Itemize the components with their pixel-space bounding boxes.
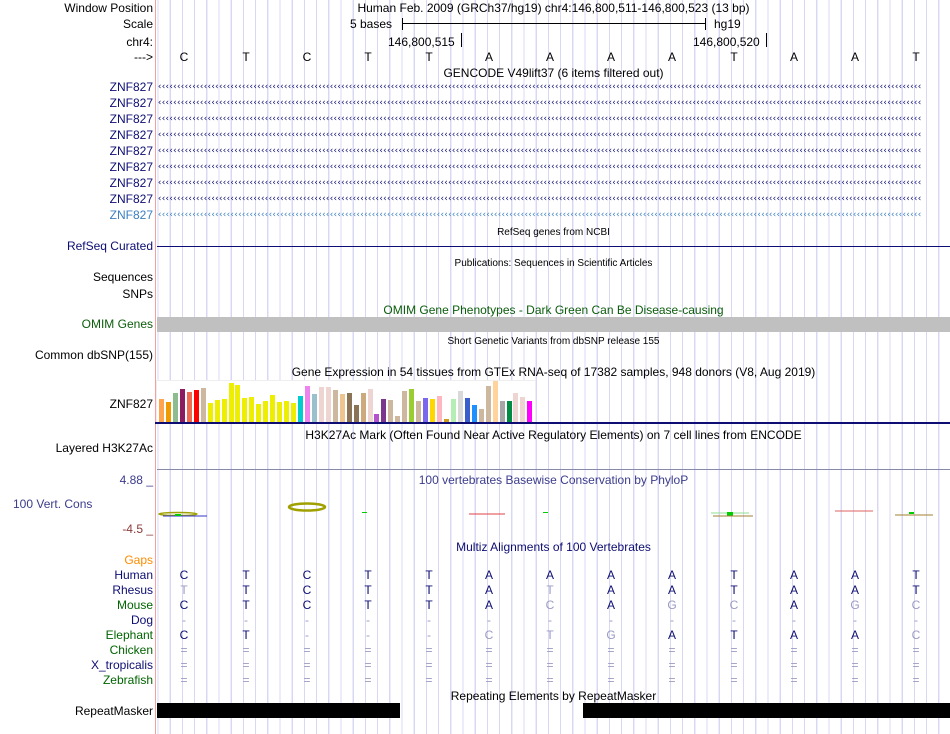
gtex-tissue-bar[interactable]: [520, 397, 525, 422]
gtex-tissue-bar[interactable]: [312, 394, 317, 422]
aligned-base: =: [851, 658, 859, 672]
aligned-base: T: [180, 583, 188, 597]
aligned-base: A: [667, 568, 676, 582]
phylop-mark: [289, 504, 325, 511]
strand-label: --->: [134, 50, 153, 64]
aligned-base: =: [730, 643, 738, 657]
gtex-tissue-bar[interactable]: [166, 402, 171, 422]
aligned-base: T: [364, 598, 372, 612]
gtex-tissue-bar[interactable]: [374, 414, 379, 422]
aligned-base: A: [484, 568, 493, 582]
base-letter: A: [667, 50, 676, 64]
snps-track-label[interactable]: SNPs: [122, 287, 153, 301]
base-letter: T: [730, 50, 738, 64]
phylop-mark: [175, 514, 181, 516]
h3k27ac-track-label[interactable]: Layered H3K27Ac: [55, 441, 153, 455]
gtex-tissue-bar[interactable]: [465, 398, 470, 422]
gtex-tissue-bar[interactable]: [180, 389, 185, 422]
gtex-tissue-bar[interactable]: [402, 391, 407, 422]
aligned-base: =: [607, 643, 615, 657]
aligned-base: C: [911, 628, 921, 642]
gtex-tissue-bar[interactable]: [194, 390, 199, 422]
gtex-tissue-bar[interactable]: [388, 400, 393, 422]
aligned-base: -: [305, 613, 309, 627]
aligned-base: A: [789, 628, 798, 642]
gtex-tissue-bar[interactable]: [222, 399, 227, 422]
gtex-tissue-bar[interactable]: [486, 386, 491, 422]
aligned-base: A: [545, 568, 554, 582]
aligned-base: -: [609, 613, 613, 627]
publications-track-title[interactable]: Publications: Sequences in Scientific Articles: [454, 258, 653, 269]
aligned-base: =: [485, 673, 493, 687]
aligned-base: A: [789, 583, 798, 597]
species-label[interactable]: Rhesus: [112, 583, 153, 597]
base-letter: T: [425, 50, 433, 64]
aligned-base: =: [790, 643, 798, 657]
aligned-base: T: [546, 583, 554, 597]
aligned-base: -: [366, 628, 370, 642]
gtex-tissue-bar[interactable]: [437, 396, 442, 422]
aligned-base: =: [607, 658, 615, 672]
phylop-track-title[interactable]: 100 vertebrates Basewise Conservation by PhyloP: [418, 473, 689, 487]
gtex-tissue-bar[interactable]: [527, 401, 532, 422]
gene-transcript[interactable]: ‹‹‹‹‹‹‹‹‹‹‹‹‹‹‹‹‹‹‹‹‹‹‹‹‹‹‹‹‹‹‹‹‹‹‹‹‹‹‹‹‹‹‹‹‹‹‹‹‹‹‹‹‹‹‹‹‹‹‹‹‹‹‹‹‹‹‹‹‹‹‹‹‹‹‹‹‹‹‹‹‹‹‹‹‹‹‹‹‹‹‹‹‹‹‹‹‹‹‹‹‹‹‹‹‹‹‹‹‹‹‹‹‹‹‹‹‹‹‹‹‹‹‹‹‹‹‹‹‹‹‹‹‹‹‹‹‹‹‹‹‹‹‹‹‹‹‹‹‹‹‹‹‹‹‹‹‹‹‹‹‹‹‹‹‹‹‹‹‹‹‹‹‹‹‹‹‹‹‹‹‹‹‹‹‹‹‹‹‹‹‹‹‹‹‹‹‹‹‹‹: [157, 163, 921, 172]
aligned-base: =: [912, 658, 920, 672]
aligned-base: -: [548, 613, 552, 627]
aligned-base: =: [851, 643, 859, 657]
gtex-tissue-bar[interactable]: [513, 393, 518, 422]
species-label[interactable]: Human: [114, 568, 153, 582]
gencode-track-title[interactable]: GENCODE V49lift37 (6 items filtered out): [443, 66, 664, 80]
base-letter: A: [606, 50, 615, 64]
gtex-tissue-bar[interactable]: [256, 404, 261, 422]
aligned-base: C: [302, 568, 312, 582]
omim-track-title[interactable]: OMIM Gene Phenotypes - Dark Green Can Be Disease-causing: [383, 303, 724, 317]
aligned-base: =: [303, 658, 311, 672]
aligned-base: C: [179, 598, 189, 612]
gene-label[interactable]: ZNF827: [109, 112, 153, 126]
aligned-base: =: [546, 643, 554, 657]
base-letter: A: [850, 50, 859, 64]
aligned-base: =: [303, 643, 311, 657]
aligned-base: T: [912, 583, 920, 597]
aligned-base: C: [911, 598, 921, 612]
aligned-base: =: [546, 658, 554, 672]
aligned-base: T: [730, 568, 738, 582]
species-label[interactable]: Elephant: [105, 628, 153, 642]
aligned-base: C: [729, 598, 739, 612]
aligned-base: =: [180, 658, 188, 672]
aligned-base: A: [667, 628, 676, 642]
scale-bar-left-tick: [402, 18, 403, 30]
gene-transcript[interactable]: ‹‹‹‹‹‹‹‹‹‹‹‹‹‹‹‹‹‹‹‹‹‹‹‹‹‹‹‹‹‹‹‹‹‹‹‹‹‹‹‹‹‹‹‹‹‹‹‹‹‹‹‹‹‹‹‹‹‹‹‹‹‹‹‹‹‹‹‹‹‹‹‹‹‹‹‹‹‹‹‹‹‹‹‹‹‹‹‹‹‹‹‹‹‹‹‹‹‹‹‹‹‹‹‹‹‹‹‹‹‹‹‹‹‹‹‹‹‹‹‹‹‹‹‹‹‹‹‹‹‹‹‹‹‹‹‹‹‹‹‹‹‹‹‹‹‹‹‹‹‹‹‹‹‹‹‹‹‹‹‹‹‹‹‹‹‹‹‹‹‹‹‹‹‹‹‹‹‹‹‹‹‹‹‹‹‹‹‹‹‹‹‹‹‹‹‹‹‹‹‹: [157, 99, 921, 108]
gtex-baseline: [155, 422, 950, 424]
aligned-base: C: [484, 628, 494, 642]
base-letter: T: [242, 50, 250, 64]
base-letter: T: [912, 50, 920, 64]
aligned-base: =: [730, 673, 738, 687]
aligned-base: A: [606, 568, 615, 582]
aligned-base: =: [364, 658, 372, 672]
aligned-base: T: [425, 598, 433, 612]
gtex-tissue-bar[interactable]: [319, 387, 324, 422]
gtex-tissue-bar[interactable]: [263, 401, 268, 422]
gene-label[interactable]: ZNF827: [109, 208, 153, 222]
gaps-label: Gaps: [124, 553, 153, 567]
gene-label[interactable]: ZNF827: [109, 80, 153, 94]
aligned-base: T: [242, 628, 250, 642]
gtex-tissue-bar[interactable]: [333, 390, 338, 422]
dbsnp-track-label[interactable]: Common dbSNP(155): [34, 348, 153, 362]
aligned-base: T: [730, 628, 738, 642]
scale-db: hg19: [714, 17, 741, 31]
gtex-tissue-bar[interactable]: [347, 393, 352, 422]
aligned-base: A: [606, 598, 615, 612]
aligned-base: =: [851, 673, 859, 687]
gtex-tissue-bar[interactable]: [416, 401, 421, 422]
repeat-element-bar[interactable]: [583, 703, 950, 718]
aligned-base: A: [484, 583, 493, 597]
gtex-tissue-bar[interactable]: [215, 400, 220, 422]
gene-transcript[interactable]: ‹‹‹‹‹‹‹‹‹‹‹‹‹‹‹‹‹‹‹‹‹‹‹‹‹‹‹‹‹‹‹‹‹‹‹‹‹‹‹‹‹‹‹‹‹‹‹‹‹‹‹‹‹‹‹‹‹‹‹‹‹‹‹‹‹‹‹‹‹‹‹‹‹‹‹‹‹‹‹‹‹‹‹‹‹‹‹‹‹‹‹‹‹‹‹‹‹‹‹‹‹‹‹‹‹‹‹‹‹‹‹‹‹‹‹‹‹‹‹‹‹‹‹‹‹‹‹‹‹‹‹‹‹‹‹‹‹‹‹‹‹‹‹‹‹‹‹‹‹‹‹‹‹‹‹‹‹‹‹‹‹‹‹‹‹‹‹‹‹‹‹‹‹‹‹‹‹‹‹‹‹‹‹‹‹‹‹‹‹‹‹‹‹‹‹‹‹‹‹‹: [157, 195, 921, 204]
aligned-base: A: [606, 583, 615, 597]
aligned-base: -: [732, 613, 736, 627]
gene-transcript[interactable]: ‹‹‹‹‹‹‹‹‹‹‹‹‹‹‹‹‹‹‹‹‹‹‹‹‹‹‹‹‹‹‹‹‹‹‹‹‹‹‹‹‹‹‹‹‹‹‹‹‹‹‹‹‹‹‹‹‹‹‹‹‹‹‹‹‹‹‹‹‹‹‹‹‹‹‹‹‹‹‹‹‹‹‹‹‹‹‹‹‹‹‹‹‹‹‹‹‹‹‹‹‹‹‹‹‹‹‹‹‹‹‹‹‹‹‹‹‹‹‹‹‹‹‹‹‹‹‹‹‹‹‹‹‹‹‹‹‹‹‹‹‹‹‹‹‹‹‹‹‹‹‹‹‹‹‹‹‹‹‹‹‹‹‹‹‹‹‹‹‹‹‹‹‹‹‹‹‹‹‹‹‹‹‹‹‹‹‹‹‹‹‹‹‹‹‹‹‹‹‹‹: [157, 211, 921, 220]
aligned-base: -: [853, 613, 857, 627]
gtex-tissue-bar[interactable]: [305, 386, 310, 422]
aligned-base: =: [912, 673, 920, 687]
aligned-base: -: [182, 613, 186, 627]
gtex-tissue-bar[interactable]: [458, 391, 463, 422]
aligned-base: A: [789, 598, 798, 612]
gtex-tissue-bar[interactable]: [291, 403, 296, 422]
chrom-label: chr4:: [126, 35, 153, 49]
position-title: Human Feb. 2009 (GRCh37/hg19) chr4:146,800,511-146,800,523 (13 bp): [357, 1, 750, 15]
base-letter: C: [179, 50, 189, 64]
gtex-tissue-bar[interactable]: [430, 399, 435, 422]
repeat-element-bar[interactable]: [157, 703, 400, 718]
ruler-tick: [461, 33, 462, 47]
sequences-track-label[interactable]: Sequences: [92, 270, 153, 284]
aligned-base: -: [305, 628, 309, 642]
aligned-base: T: [425, 568, 433, 582]
aligned-base: A: [667, 583, 676, 597]
aligned-base: =: [180, 643, 188, 657]
aligned-base: =: [242, 643, 250, 657]
gtex-tissue-bar[interactable]: [326, 387, 331, 422]
gtex-tissue-bar[interactable]: [423, 398, 428, 422]
aligned-base: =: [364, 673, 372, 687]
gene-label[interactable]: ZNF827: [109, 96, 153, 110]
phylop-mark: [543, 512, 548, 513]
gtex-bar-chart[interactable]: [156, 380, 536, 423]
species-label[interactable]: Zebrafish: [102, 673, 153, 687]
gtex-tissue-bar[interactable]: [368, 389, 373, 422]
gtex-tissue-bar[interactable]: [208, 403, 213, 422]
gtex-tissue-bar[interactable]: [242, 398, 247, 422]
omim-gene-bar[interactable]: [157, 317, 950, 332]
gene-transcript[interactable]: ‹‹‹‹‹‹‹‹‹‹‹‹‹‹‹‹‹‹‹‹‹‹‹‹‹‹‹‹‹‹‹‹‹‹‹‹‹‹‹‹‹‹‹‹‹‹‹‹‹‹‹‹‹‹‹‹‹‹‹‹‹‹‹‹‹‹‹‹‹‹‹‹‹‹‹‹‹‹‹‹‹‹‹‹‹‹‹‹‹‹‹‹‹‹‹‹‹‹‹‹‹‹‹‹‹‹‹‹‹‹‹‹‹‹‹‹‹‹‹‹‹‹‹‹‹‹‹‹‹‹‹‹‹‹‹‹‹‹‹‹‹‹‹‹‹‹‹‹‹‹‹‹‹‹‹‹‹‹‹‹‹‹‹‹‹‹‹‹‹‹‹‹‹‹‹‹‹‹‹‹‹‹‹‹‹‹‹‹‹‹‹‹‹‹‹‹‹‹‹‹: [157, 83, 921, 92]
aligned-base: C: [545, 598, 555, 612]
gtex-tissue-bar[interactable]: [187, 392, 192, 422]
aligned-base: T: [242, 568, 250, 582]
aligned-base: A: [850, 568, 859, 582]
aligned-base: =: [668, 658, 676, 672]
gene-transcript[interactable]: ‹‹‹‹‹‹‹‹‹‹‹‹‹‹‹‹‹‹‹‹‹‹‹‹‹‹‹‹‹‹‹‹‹‹‹‹‹‹‹‹‹‹‹‹‹‹‹‹‹‹‹‹‹‹‹‹‹‹‹‹‹‹‹‹‹‹‹‹‹‹‹‹‹‹‹‹‹‹‹‹‹‹‹‹‹‹‹‹‹‹‹‹‹‹‹‹‹‹‹‹‹‹‹‹‹‹‹‹‹‹‹‹‹‹‹‹‹‹‹‹‹‹‹‹‹‹‹‹‹‹‹‹‹‹‹‹‹‹‹‹‹‹‹‹‹‹‹‹‹‹‹‹‹‹‹‹‹‹‹‹‹‹‹‹‹‹‹‹‹‹‹‹‹‹‹‹‹‹‹‹‹‹‹‹‹‹‹‹‹‹‹‹‹‹‹‹‹‹‹‹: [157, 179, 921, 188]
aligned-base: =: [912, 643, 920, 657]
dbsnp-track-title[interactable]: Short Genetic Variants from dbSNP release 155: [447, 336, 660, 347]
aligned-base: -: [244, 613, 248, 627]
aligned-base: -: [487, 613, 491, 627]
gene-label[interactable]: ZNF827: [109, 192, 153, 206]
phylop-track-label[interactable]: 100 Vert. Cons: [13, 497, 93, 511]
gtex-tissue-bar[interactable]: [235, 385, 240, 422]
base-letter: T: [364, 50, 372, 64]
aligned-base: G: [667, 598, 677, 612]
gtex-tissue-bar[interactable]: [340, 394, 345, 422]
gtex-tissue-bar[interactable]: [409, 389, 414, 422]
aligned-base: =: [668, 673, 676, 687]
omim-track-label[interactable]: OMIM Genes: [81, 317, 153, 331]
gtex-tissue-bar[interactable]: [500, 401, 505, 422]
gtex-gene-label[interactable]: ZNF827: [109, 397, 153, 411]
h3k27ac-baseline: [157, 469, 950, 470]
aligned-base: T: [912, 568, 920, 582]
gene-label[interactable]: ZNF827: [109, 160, 153, 174]
aligned-base: -: [792, 613, 796, 627]
aligned-base: -: [427, 628, 431, 642]
aligned-base: C: [179, 628, 189, 642]
aligned-base: A: [850, 583, 859, 597]
gene-label[interactable]: ZNF827: [109, 128, 153, 142]
window-position-label: Window Position: [64, 1, 153, 15]
aligned-base: =: [790, 673, 798, 687]
gtex-tissue-bar[interactable]: [451, 399, 456, 422]
scale-bar: [402, 23, 706, 24]
refseq-gene-line[interactable]: [157, 246, 950, 247]
ruler-tick-label: 146,800,515: [388, 35, 455, 49]
aligned-base: =: [425, 673, 433, 687]
gtex-tissue-bar[interactable]: [381, 399, 386, 422]
aligned-base: =: [303, 673, 311, 687]
aligned-base: -: [427, 613, 431, 627]
refseq-track-label[interactable]: RefSeq Curated: [66, 239, 153, 253]
gene-transcript[interactable]: ‹‹‹‹‹‹‹‹‹‹‹‹‹‹‹‹‹‹‹‹‹‹‹‹‹‹‹‹‹‹‹‹‹‹‹‹‹‹‹‹‹‹‹‹‹‹‹‹‹‹‹‹‹‹‹‹‹‹‹‹‹‹‹‹‹‹‹‹‹‹‹‹‹‹‹‹‹‹‹‹‹‹‹‹‹‹‹‹‹‹‹‹‹‹‹‹‹‹‹‹‹‹‹‹‹‹‹‹‹‹‹‹‹‹‹‹‹‹‹‹‹‹‹‹‹‹‹‹‹‹‹‹‹‹‹‹‹‹‹‹‹‹‹‹‹‹‹‹‹‹‹‹‹‹‹‹‹‹‹‹‹‹‹‹‹‹‹‹‹‹‹‹‹‹‹‹‹‹‹‹‹‹‹‹‹‹‹‹‹‹‹‹‹‹‹‹‹‹‹‹: [157, 115, 921, 124]
phylop-mark: [727, 512, 733, 516]
aligned-base: T: [242, 583, 250, 597]
aligned-base: T: [364, 583, 372, 597]
gtex-tissue-bar[interactable]: [229, 383, 234, 422]
gtex-tissue-bar[interactable]: [507, 401, 512, 422]
base-letter: A: [484, 50, 493, 64]
aligned-base: -: [366, 613, 370, 627]
species-label[interactable]: Chicken: [109, 643, 153, 657]
aligned-base: G: [850, 598, 860, 612]
aligned-base: =: [607, 673, 615, 687]
aligned-base: =: [242, 673, 250, 687]
gtex-tissue-bar[interactable]: [361, 393, 366, 422]
species-label[interactable]: Dog: [130, 613, 153, 627]
aligned-base: =: [364, 643, 372, 657]
gtex-tissue-bar[interactable]: [479, 409, 484, 422]
aligned-base: =: [546, 673, 554, 687]
phylop-mark: [909, 512, 914, 514]
aligned-base: =: [668, 643, 676, 657]
gtex-track-title[interactable]: Gene Expression in 54 tissues from GTEx RNA-seq of 17382 samples, 948 donors (V8, Aug 2019): [291, 365, 816, 379]
species-label[interactable]: X_tropicalis: [90, 658, 153, 672]
aligned-base: A: [850, 628, 859, 642]
aligned-base: C: [302, 598, 312, 612]
aligned-base: C: [179, 568, 189, 582]
phylop-min-label: -4.5 _: [122, 522, 153, 536]
ruler-tick-label: 146,800,520: [693, 35, 760, 49]
aligned-base: A: [789, 568, 798, 582]
aligned-base: T: [546, 628, 554, 642]
repeatmasker-track-title[interactable]: Repeating Elements by RepeatMasker: [450, 689, 657, 703]
aligned-base: =: [790, 658, 798, 672]
species-label[interactable]: Mouse: [116, 598, 153, 612]
scale-text: 5 bases: [350, 17, 393, 31]
ruler-tick: [766, 33, 767, 47]
aligned-base: -: [914, 613, 918, 627]
gtex-tissue-bar[interactable]: [277, 402, 282, 422]
phylop-plot[interactable]: [157, 495, 950, 525]
gtex-tissue-bar[interactable]: [298, 396, 303, 422]
h3k27ac-track-title[interactable]: H3K27Ac Mark (Often Found Near Active Regulatory Elements) on 7 cell lines from ENCODE: [305, 428, 802, 442]
gene-label[interactable]: ZNF827: [109, 176, 153, 190]
aligned-base: T: [425, 583, 433, 597]
gene-transcript[interactable]: ‹‹‹‹‹‹‹‹‹‹‹‹‹‹‹‹‹‹‹‹‹‹‹‹‹‹‹‹‹‹‹‹‹‹‹‹‹‹‹‹‹‹‹‹‹‹‹‹‹‹‹‹‹‹‹‹‹‹‹‹‹‹‹‹‹‹‹‹‹‹‹‹‹‹‹‹‹‹‹‹‹‹‹‹‹‹‹‹‹‹‹‹‹‹‹‹‹‹‹‹‹‹‹‹‹‹‹‹‹‹‹‹‹‹‹‹‹‹‹‹‹‹‹‹‹‹‹‹‹‹‹‹‹‹‹‹‹‹‹‹‹‹‹‹‹‹‹‹‹‹‹‹‹‹‹‹‹‹‹‹‹‹‹‹‹‹‹‹‹‹‹‹‹‹‹‹‹‹‹‹‹‹‹‹‹‹‹‹‹‹‹‹‹‹‹‹‹‹‹‹: [157, 131, 921, 140]
aligned-base: =: [485, 643, 493, 657]
base-letter: A: [789, 50, 798, 64]
aligned-base: =: [425, 643, 433, 657]
phylop-mark: [362, 512, 367, 513]
gtex-tissue-bar[interactable]: [173, 393, 178, 422]
aligned-base: T: [364, 568, 372, 582]
gtex-tissue-bar[interactable]: [159, 399, 164, 422]
aligned-base: =: [730, 658, 738, 672]
scale-bar-right-tick: [705, 18, 706, 30]
aligned-base: =: [180, 673, 188, 687]
base-letter: A: [545, 50, 554, 64]
gtex-tissue-bar[interactable]: [284, 401, 289, 422]
gene-label[interactable]: ZNF827: [109, 144, 153, 158]
aligned-base: T: [730, 583, 738, 597]
base-letter: C: [302, 50, 312, 64]
aligned-base: =: [242, 658, 250, 672]
aligned-base: C: [302, 583, 312, 597]
gtex-tissue-bar[interactable]: [493, 381, 498, 422]
repeatmasker-track-label[interactable]: RepeatMasker: [74, 704, 153, 718]
gtex-tissue-bar[interactable]: [472, 405, 477, 422]
aligned-base: -: [670, 613, 674, 627]
gtex-tissue-bar[interactable]: [270, 395, 275, 422]
gtex-tissue-bar[interactable]: [249, 397, 254, 422]
aligned-base: =: [485, 658, 493, 672]
aligned-base: T: [242, 598, 250, 612]
gtex-tissue-bar[interactable]: [354, 405, 359, 422]
aligned-base: A: [484, 598, 493, 612]
gtex-tissue-bar[interactable]: [201, 388, 206, 422]
aligned-base: G: [606, 628, 616, 642]
gene-transcript[interactable]: ‹‹‹‹‹‹‹‹‹‹‹‹‹‹‹‹‹‹‹‹‹‹‹‹‹‹‹‹‹‹‹‹‹‹‹‹‹‹‹‹‹‹‹‹‹‹‹‹‹‹‹‹‹‹‹‹‹‹‹‹‹‹‹‹‹‹‹‹‹‹‹‹‹‹‹‹‹‹‹‹‹‹‹‹‹‹‹‹‹‹‹‹‹‹‹‹‹‹‹‹‹‹‹‹‹‹‹‹‹‹‹‹‹‹‹‹‹‹‹‹‹‹‹‹‹‹‹‹‹‹‹‹‹‹‹‹‹‹‹‹‹‹‹‹‹‹‹‹‹‹‹‹‹‹‹‹‹‹‹‹‹‹‹‹‹‹‹‹‹‹‹‹‹‹‹‹‹‹‹‹‹‹‹‹‹‹‹‹‹‹‹‹‹‹‹‹‹‹‹‹: [157, 147, 921, 156]
aligned-base: =: [425, 658, 433, 672]
refseq-track-title[interactable]: RefSeq genes from NCBI: [497, 227, 610, 238]
multiz-track-title[interactable]: Multiz Alignments of 100 Vertebrates: [456, 540, 651, 554]
phylop-max-label: 4.88 _: [119, 473, 153, 487]
scale-label: Scale: [122, 17, 153, 31]
